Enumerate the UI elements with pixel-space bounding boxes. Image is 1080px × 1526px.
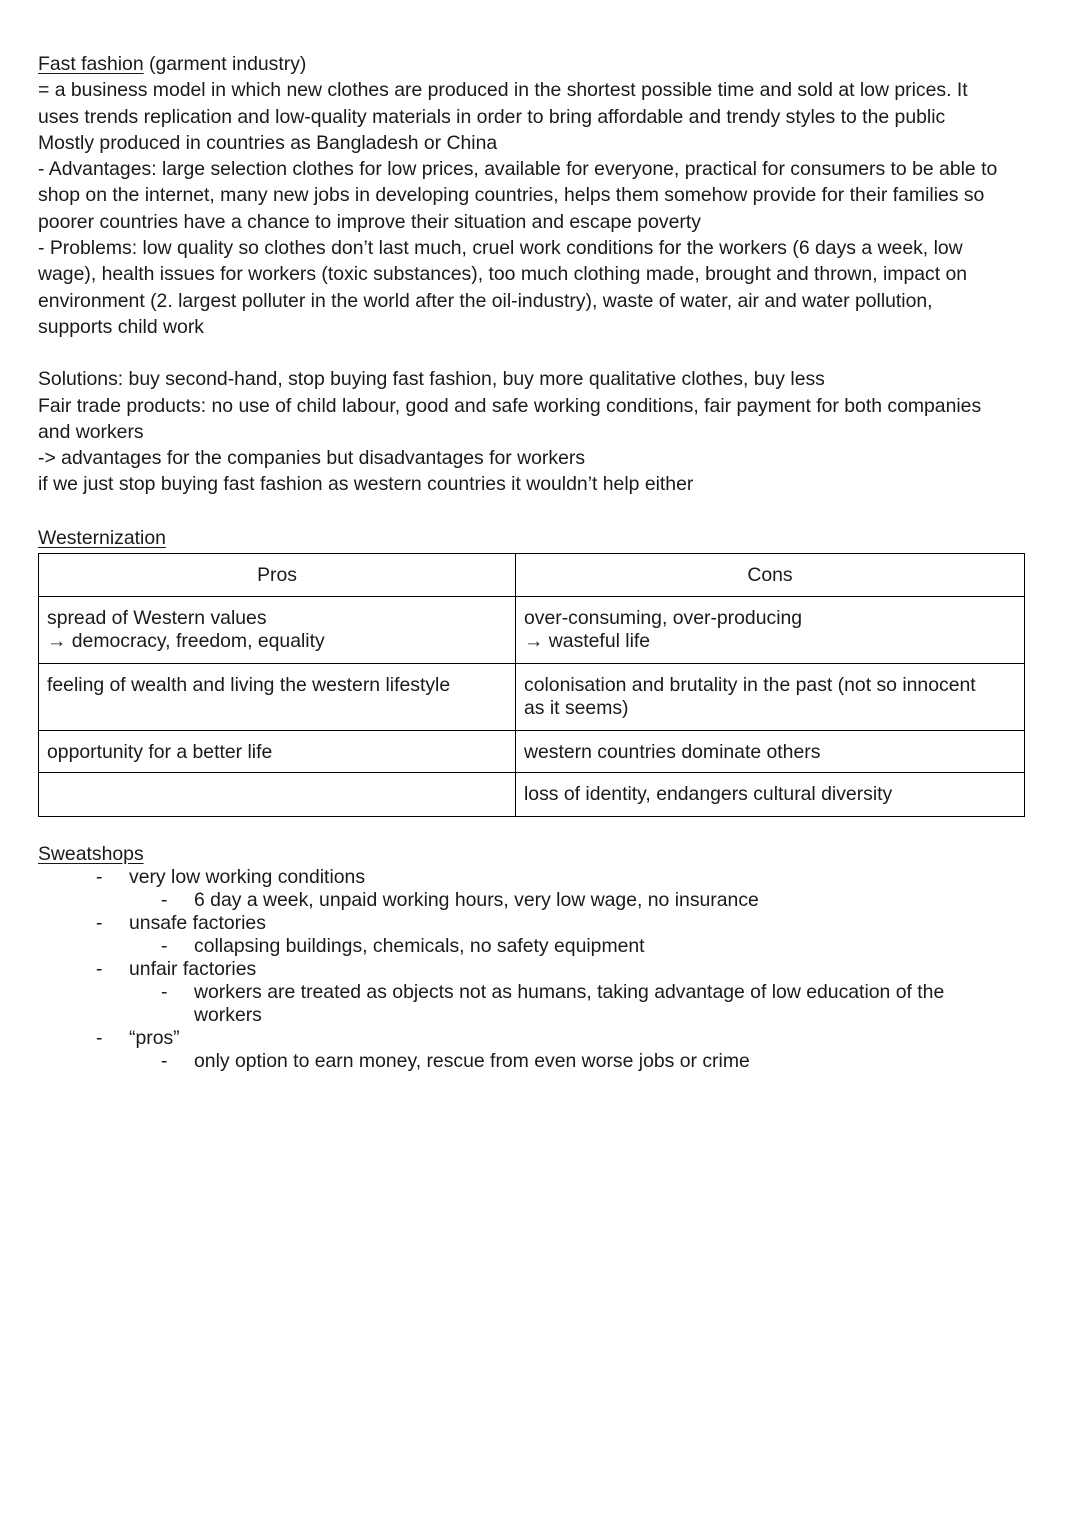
solutions-line: if we just stop buying fast fashion as western countries it wouldn’t help either xyxy=(38,473,694,496)
cons-cell xyxy=(516,664,1025,731)
fast-fashion-line: - Problems: low quality so clothes don’t last much, cruel work conditions for the workers (6 days a week, low xyxy=(38,237,963,260)
solutions-line: -> advantages for the companies but disadvantages for workers xyxy=(38,447,586,470)
pros-text: spread of Western values xyxy=(47,607,267,629)
fast-fashion-line: Mostly produced in countries as Bangladesh or China xyxy=(38,131,498,154)
sub-list-item-text: 6 day a week, unpaid working hours, very low wage, no insurance xyxy=(194,889,759,911)
sub-list-item xyxy=(38,889,1038,912)
list-item xyxy=(38,958,1038,981)
fast-fashion-line: shop on the internet, many new jobs in developing countries, helps them somehow provide for their families so xyxy=(38,184,985,207)
cons-subtext: → wasteful life xyxy=(524,630,651,652)
solutions-line: Fair trade products: no use of child labour, good and safe working conditions, fair payment for both companies xyxy=(38,394,982,417)
sub-bullet-dash: - xyxy=(161,1050,168,1072)
solutions-line: Solutions: buy second-hand, stop buying fast fashion, buy more qualitative clothes, buy less xyxy=(38,368,825,391)
table-row xyxy=(39,597,1025,664)
sub-list-item-text: collapsing buildings, chemicals, no safety equipment xyxy=(194,935,645,957)
pros-subtext: → democracy, freedom, equality xyxy=(47,630,325,652)
cons-subtext: as it seems) xyxy=(524,697,629,719)
fast-fashion-line: = a business model in which new clothes are produced in the shortest possible time and sold at low prices. It xyxy=(38,79,968,102)
fast-fashion-line: wage), health issues for workers (toxic substances), too much clothing made, brought and thrown, impact on xyxy=(38,263,968,286)
sweatshops-title: Sweatshops xyxy=(38,843,144,865)
sub-list-item xyxy=(38,981,1038,1027)
cons-cell xyxy=(516,597,1025,664)
cons-text: over-consuming, over-producing xyxy=(524,607,803,629)
bullet-dash: - xyxy=(96,1027,103,1049)
list-item-label: unsafe factories xyxy=(129,912,266,934)
sub-bullet-dash: - xyxy=(161,889,168,911)
pros-header: Pros xyxy=(39,554,516,597)
sub-bullet-dash: - xyxy=(161,981,168,1003)
list-item-label: very low working conditions xyxy=(129,866,366,888)
table-header-row xyxy=(39,554,1025,597)
sub-list-item xyxy=(38,1050,1038,1073)
table-row xyxy=(39,664,1025,731)
list-item xyxy=(38,866,1038,889)
table-row xyxy=(39,731,1025,773)
list-item-label: “pros” xyxy=(129,1027,180,1049)
cons-text: colonisation and brutality in the past (not so innocent xyxy=(524,674,976,696)
cons-cell xyxy=(516,773,1025,817)
westernization-table xyxy=(38,553,1025,817)
sub-list-item-line: workers are treated as objects not as humans, taking advantage of low education of the xyxy=(194,981,945,1003)
pros-cell-empty xyxy=(39,773,516,817)
sub-list-item-text: only option to earn money, rescue from even worse jobs or crime xyxy=(194,1050,750,1072)
table-row xyxy=(39,773,1025,817)
fast-fashion-heading-line xyxy=(38,51,1038,77)
list-item xyxy=(38,912,1038,935)
list-item xyxy=(38,1027,1038,1050)
sub-list-item xyxy=(38,935,1038,958)
cons-header: Cons xyxy=(516,554,1025,597)
pros-text: feeling of wealth and living the western lifestyle xyxy=(47,674,451,696)
bullet-dash: - xyxy=(96,866,103,888)
solutions-line: and workers xyxy=(38,420,144,443)
fast-fashion-line: supports child work xyxy=(38,315,204,338)
spacer xyxy=(38,340,1038,366)
cons-text: western countries dominate others xyxy=(524,741,821,763)
fast-fashion-line: environment (2. largest polluter in the world after the oil-industry), waste of water, air and water pollution, xyxy=(38,289,933,312)
sub-list-item-text xyxy=(194,981,994,1027)
fast-fashion-line: poorer countries have a chance to improve their situation and escape poverty xyxy=(38,210,701,233)
pros-text: opportunity for a better life xyxy=(47,741,273,763)
fast-fashion-line: - Advantages: large selection clothes for low prices, available for everyone, practical for consumers to be able to xyxy=(38,158,998,181)
fast-fashion-line: uses trends replication and low-quality materials in order to bring affordable and trendy styles to the public xyxy=(38,105,946,128)
fast-fashion-section xyxy=(38,51,1038,498)
sub-bullet-dash: - xyxy=(161,935,168,957)
fast-fashion-title-suffix: (garment industry) xyxy=(143,53,307,75)
cons-text: loss of identity, endangers cultural diversity xyxy=(524,783,893,805)
sweatshops-section xyxy=(38,843,1038,1073)
fast-fashion-title: Fast fashion xyxy=(38,53,144,75)
bullet-dash: - xyxy=(96,958,103,980)
westernization-title: Westernization xyxy=(38,527,166,549)
list-item-label: unfair factories xyxy=(129,958,257,980)
pros-cell xyxy=(39,597,516,664)
bullet-dash: - xyxy=(96,912,103,934)
sub-list-item-line: workers xyxy=(194,1004,262,1026)
cons-cell xyxy=(516,731,1025,773)
pros-cell xyxy=(39,664,516,731)
pros-cell xyxy=(39,731,516,773)
